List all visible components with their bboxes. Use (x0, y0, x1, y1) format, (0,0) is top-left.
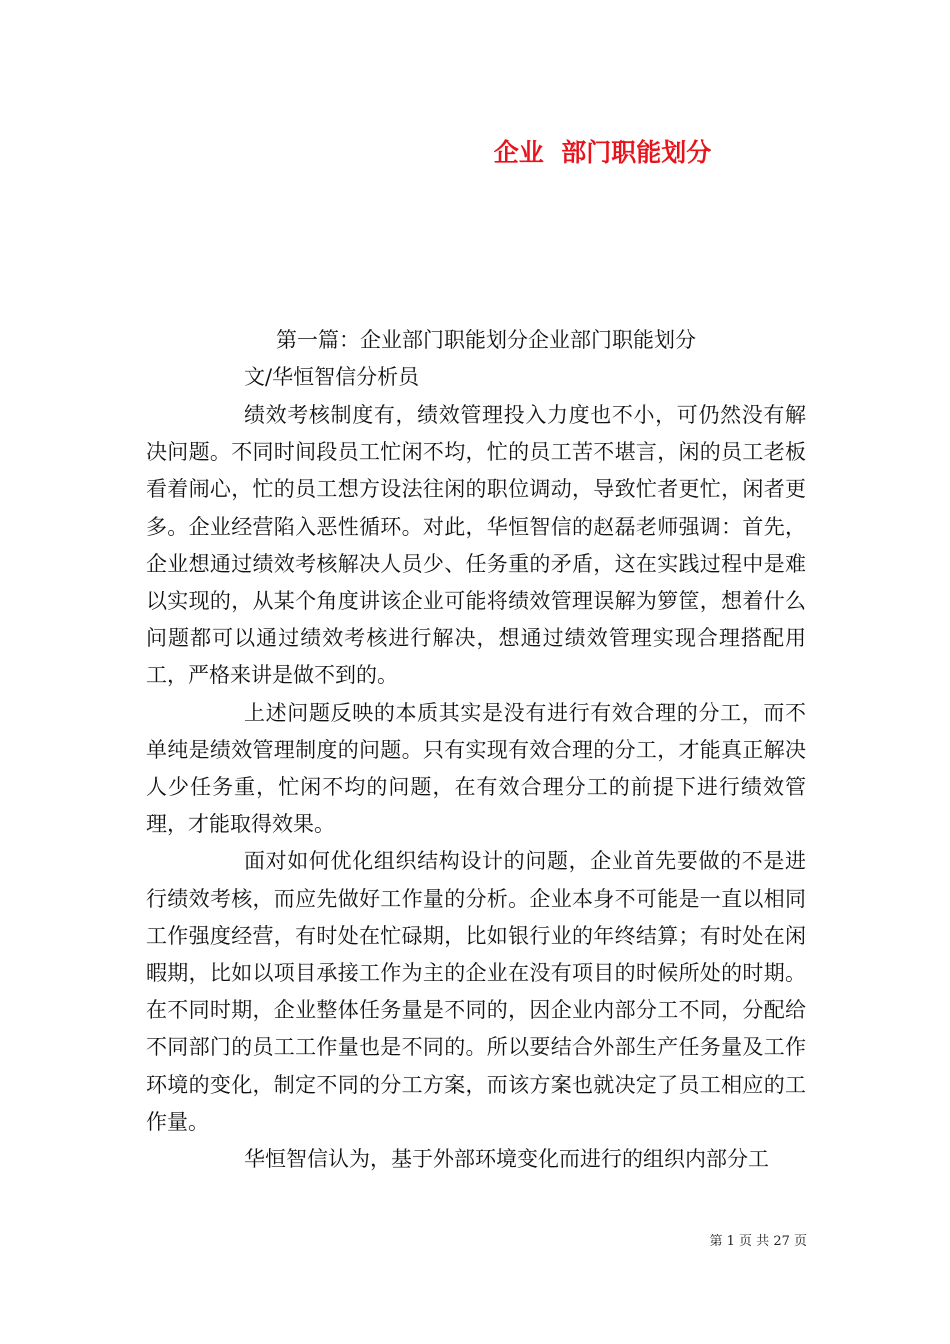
paragraph-4: 华恒智信认为，基于外部环境变化而进行的组织内部分工 (244, 1147, 769, 1172)
page-number-footer: 第 1 页 共 27 页 (709, 1234, 807, 1249)
author-byline: 文/华恒智信分析员 (244, 365, 420, 389)
paragraph-1: 绩效考核制度有，绩效管理投入力度也不小，可仍然没有解决问题。不同时间段员工忙闲不均，忙的员工苦不堪言，闲的员工老板看着闹心，忙的员工想方设法往闲的职位调动，导致忙者更忙，闲者更多。企业经营陷入恶性循环。对此，华恒智信的赵磊老师强调：首先，企业想通过绩效考核解决人员少、任务重的矛盾，这在实践过程中是难以实现的，从某个角度讲该企业可能将绩效管理误解为箩筐，想着什么问题都可以通过绩效考核进行解决，想通过绩效管理实现合理搭配用工，严格来讲是做不到的。 (146, 403, 806, 688)
paragraph-3: 面对如何优化组织结构设计的问题，企业首先要做的不是进行绩效考核，而应先做好工作量的分析。企业本身不可能是一直以相同工作强度经营，有时处在忙碌期，比如银行业的年终结算；有时处在闲暇期，比如以项目承接工作为主的企业在没有项目的时候所处的时期。在不同时期，企业整体任务量是不同的，因企业内部分工不同，分配给不同部门的员工工作量也是不同的。所以要结合外部生产任务量及工作环境的变化，制定不同的分工方案，而该方案也就决定了员工相应的工作量。 (146, 849, 806, 1134)
paragraph-2: 上述问题反映的本质其实是没有进行有效合理的分工，而不单纯是绩效管理制度的问题。只有实现有效合理的分工，才能真正解决人少任务重，忙闲不均的问题，在有效合理分工的前提下进行绩效管理，才能取得效果。 (146, 700, 806, 837)
body-text (146, 397, 806, 1178)
section-heading: 第一篇：企业部门职能划分企业部门职能划分 (276, 328, 696, 352)
document-title: 企业 部门职能划分 (493, 138, 712, 167)
